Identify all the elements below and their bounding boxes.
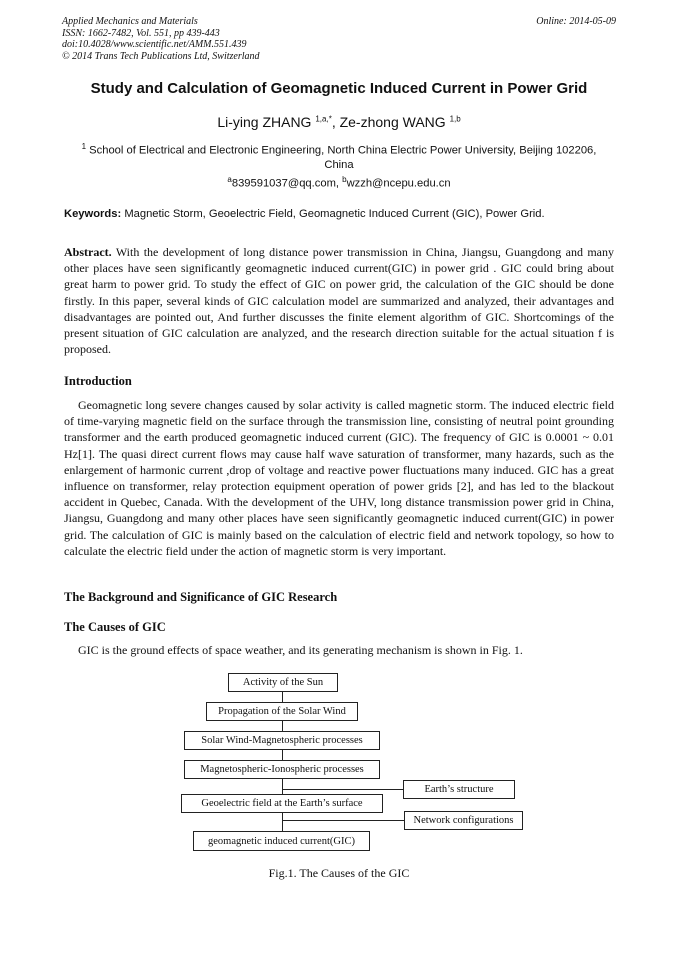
journal-name: Applied Mechanics and Materials	[62, 16, 198, 27]
diagram-box-gic: geomagnetic induced current(GIC)	[193, 831, 370, 851]
online-date: Online: 2014-05-09	[536, 16, 616, 27]
author-separator: ,	[331, 114, 340, 130]
diagram-box-geoelectric: Geoelectric field at the Earth’s surface	[181, 794, 383, 813]
issn-line: ISSN: 1662-7482, Vol. 551, pp 439-443	[62, 27, 220, 39]
connector-line	[282, 820, 404, 821]
connector-line	[282, 813, 283, 831]
affiliation-text: School of Electrical and Electronic Engineering, North China Electric Power University, Beijing 102206, China	[89, 144, 597, 171]
causes-heading: The Causes of GIC	[64, 620, 166, 634]
keywords	[64, 208, 616, 220]
background-heading: The Background and Significance of GIC Research	[64, 590, 338, 604]
abstract	[64, 244, 614, 357]
affiliation	[70, 140, 608, 172]
email-mark-a: a	[227, 175, 232, 184]
diagram-box-ionospheric: Magnetospheric-Ionospheric processes	[184, 760, 380, 779]
connector-line	[282, 692, 283, 702]
author-marks: 1,a,*	[315, 114, 332, 124]
email-mark-b: b	[342, 175, 347, 184]
diagram-box-earth-structure: Earth’s structure	[403, 780, 515, 799]
introduction-paragraph: Geomagnetic long severe changes caused by solar activity is called magnetic storm. The induced electric field of time-varying magnetic field on the surface through the transmission line, consisting of neutral point grounding transformer and the earth produced geomagnetic induced current (GIC). The frequency of GIC is 0.0001 ~ 0.01 Hz[1]. The quasi direct current flows may cause half wave saturation of transformer, many hazards, such as the enlargement of harmonic current ,drop of voltage and reactive power fluctuations many induced. GIC has a great influence on transformer, relay protection equipment operation of power grids [2], and has led to the blackout accident in Quebec, Canada. With the development of the UHV, long distance transmission power grid in China, Jiangsu, Guangdong and many other places have seen significantly geomagnetic induced current(GIC) in power grid. The calculation of GIC is mainly based on the calculation of electric field and network topology, so how to calculate the electric field under the action of magnetic storm is very important.	[64, 398, 614, 558]
doi-line: doi:10.4028/www.scientific.net/AMM.551.439	[62, 39, 247, 51]
author-name: Li-ying ZHANG	[217, 114, 312, 130]
email-a: 839591037@qq.com	[231, 177, 336, 190]
connector-line	[282, 779, 283, 794]
diagram-box-network-config: Network configurations	[404, 811, 523, 830]
journal-header	[62, 16, 402, 62]
author-marks: 1,b	[449, 114, 461, 124]
paper-title: Study and Calculation of Geomagnetic Induced Current in Power Grid	[90, 80, 588, 97]
connector-line	[282, 721, 283, 731]
connector-line	[282, 750, 283, 760]
connector-line	[282, 789, 403, 790]
affiliation-mark: 1	[81, 142, 87, 151]
diagram-box-sun: Activity of the Sun	[228, 673, 338, 692]
abstract-label: Abstract.	[64, 245, 112, 259]
email-b: wzzh@ncepu.edu.cn	[346, 177, 451, 190]
diagram-box-magnetospheric: Solar Wind-Magnetospheric processes	[184, 731, 380, 750]
abstract-text: With the development of long distance power transmission in China, Jiangsu, Guangdong and many other places have seen significantly geomagnetic induced current(GIC) in power grid . GIC could bring about great harm to power grid. To study the effect of GIC on power grid, the calculation of the GIC should be done firstly. In this paper, several kinds of GIC calculation model are summarized and analyzed, their advantages and disadvantages are pointed out, And further discusses the finite element algorithm of GIC. Shortcomings of the present situation of GIC calculation are analyzed, and the research direction suitable for the actual situation f is proposed.	[64, 245, 614, 357]
diagram-box-solar-wind: Propagation of the Solar Wind	[206, 702, 358, 721]
causes-paragraph: GIC is the ground effects of space weather, and its generating mechanism is shown in Fig. 1.	[78, 643, 523, 657]
email-line	[40, 175, 638, 190]
keywords-text: Magnetic Storm, Geoelectric Field, Geomagnetic Induced Current (GIC), Power Grid.	[124, 208, 545, 220]
keywords-label: Keywords:	[64, 208, 122, 220]
copyright-line: © 2014 Trans Tech Publications Ltd, Switzerland	[62, 50, 260, 62]
author-line	[40, 114, 638, 130]
introduction-heading: Introduction	[64, 374, 132, 388]
figure-caption: Fig.1. The Causes of the GIC	[268, 866, 410, 880]
author-name: Ze-zhong WANG	[339, 114, 446, 130]
email-separator: ,	[335, 177, 343, 190]
